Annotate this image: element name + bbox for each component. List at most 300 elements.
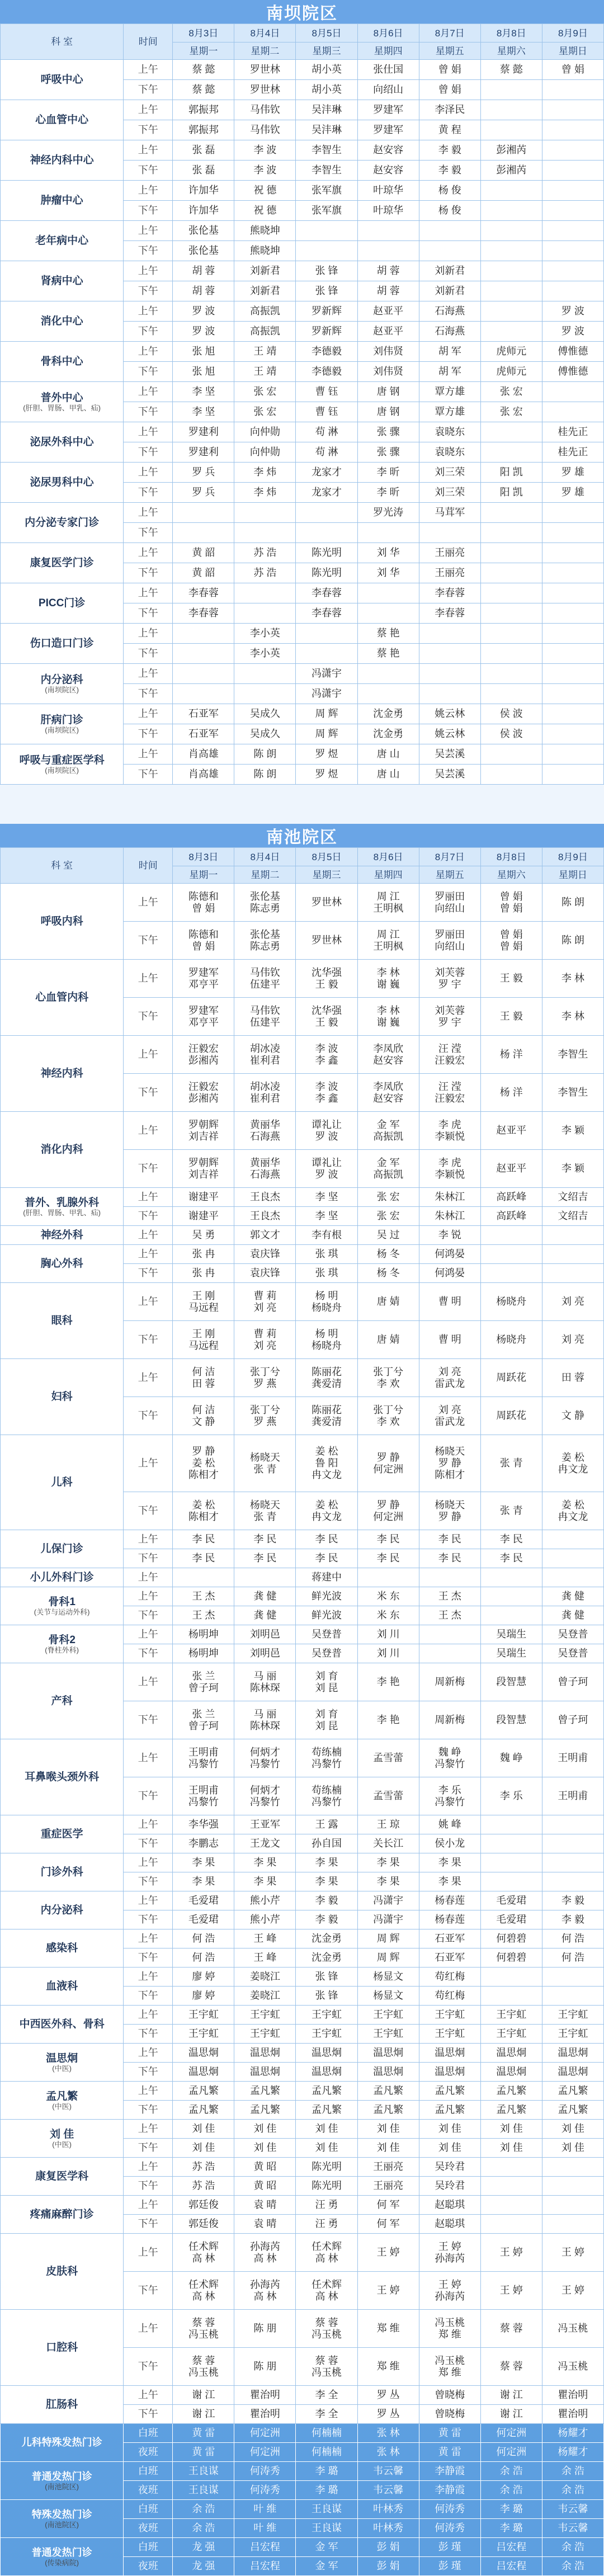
- doctor-cell: 马 丽 陈林琛: [234, 1701, 296, 1739]
- dept-name: 心血管中心: [35, 114, 89, 126]
- doctor-cell: 李 林 谢 巍: [357, 998, 419, 1036]
- dept-cell: [1, 2310, 124, 2386]
- dept-name: 呼吸与重症医学科: [19, 754, 105, 766]
- doctor-cell: 李智生: [542, 1074, 603, 1112]
- doctor-cell: 李 毅: [542, 1891, 603, 1910]
- dept-name: 内分泌科: [40, 673, 83, 686]
- time-cell: 上午: [124, 181, 173, 201]
- doctor-cell: 杨 洋: [480, 1036, 542, 1074]
- date-header: 8月5日: [296, 24, 357, 43]
- doctor-cell: 许加华: [173, 201, 234, 221]
- doctor-cell: 胡 蓉: [173, 261, 234, 281]
- doctor-cell: 王龙文: [234, 1834, 296, 1853]
- time-cell: 上午: [124, 2082, 173, 2101]
- doctor-cell: 张 骤: [357, 422, 419, 442]
- doctor-cell: 李 毅: [419, 140, 480, 161]
- doctor-cell: 高振凯: [234, 322, 296, 342]
- doctor-cell: 张丁兮 罗 燕: [234, 1397, 296, 1435]
- doctor-cell: 谭礼让 罗 波: [296, 1150, 357, 1188]
- doctor-cell: 李 艳: [357, 1663, 419, 1701]
- doctor-cell: 罗新辉: [296, 322, 357, 342]
- doctor-cell: 李 民: [419, 1530, 480, 1549]
- doctor-cell: [357, 684, 419, 704]
- doctor-cell: [480, 1245, 542, 1264]
- doctor-cell: 李 波: [234, 161, 296, 181]
- doctor-cell: [542, 1987, 603, 2006]
- doctor-cell: 刘 佳: [419, 2120, 480, 2139]
- doctor-cell: 刘 佳: [542, 2120, 603, 2139]
- doctor-cell: 张 宏: [480, 382, 542, 402]
- doctor-cell: 陈 朗: [234, 765, 296, 785]
- doctor-cell: 金 军: [296, 2557, 357, 2576]
- doctor-cell: 龙家才: [296, 463, 357, 483]
- time-cell: 白班: [124, 2538, 173, 2557]
- dept-name: 呼吸中心: [40, 74, 83, 86]
- time-cell: 上午: [124, 60, 173, 80]
- dept-cell: [1, 884, 124, 960]
- doctor-cell: 石亚军: [419, 1948, 480, 1968]
- doctor-cell: 曾晓梅: [419, 2405, 480, 2424]
- doctor-cell: 段智慧: [480, 1663, 542, 1701]
- time-cell: 下午: [124, 1777, 173, 1815]
- doctor-cell: 王 杰: [419, 1587, 480, 1606]
- doctor-cell: 温思炯: [419, 2063, 480, 2082]
- dept-cell: [1, 1188, 124, 1226]
- doctor-cell: 李 波 李 鑫: [296, 1036, 357, 1074]
- doctor-cell: 王宇虹: [357, 2006, 419, 2025]
- doctor-cell: [419, 1568, 480, 1587]
- doctor-cell: [234, 664, 296, 684]
- dept-name: 儿保门诊: [40, 1543, 83, 1555]
- doctor-cell: 何楠楠: [296, 2443, 357, 2462]
- doctor-cell: 鲜光波: [296, 1587, 357, 1606]
- doctor-cell: 李 民: [357, 1530, 419, 1549]
- doctor-cell: 罗 煜: [296, 744, 357, 765]
- doctor-cell: 李 毅: [296, 1910, 357, 1929]
- doctor-cell: 刘芙蓉 罗 宇: [419, 960, 480, 998]
- nanchi-section: [0, 824, 604, 2576]
- time-cell: 下午: [124, 2405, 173, 2424]
- time-cell: 上午: [124, 2158, 173, 2177]
- time-cell: 上午: [124, 1359, 173, 1397]
- doctor-cell: 李 虎 李颖悦: [419, 1112, 480, 1150]
- dept-name: 肛肠科: [46, 2399, 78, 2410]
- doctor-cell: [357, 603, 419, 624]
- weekday-header: 星期日: [542, 866, 603, 884]
- doctor-cell: 李春蓉: [419, 603, 480, 624]
- schedule-row: [1, 543, 604, 563]
- dept-cell: [1, 2196, 124, 2234]
- dept-cell: [1, 1226, 124, 1245]
- doctor-cell: 苟练楠 冯黎竹: [296, 1777, 357, 1815]
- doctor-cell: 袁晓东: [419, 422, 480, 442]
- doctor-cell: 温思炯: [542, 2063, 603, 2082]
- doctor-cell: 蔡 蓉 冯玉桃: [173, 2348, 234, 2386]
- time-cell: 下午: [124, 1606, 173, 1625]
- dept-name: 普外、乳腺外科: [25, 1196, 100, 1209]
- doctor-cell: [542, 181, 603, 201]
- doctor-cell: 孙海芮 高 林: [234, 2234, 296, 2272]
- doctor-cell: 祝 德: [234, 181, 296, 201]
- doctor-cell: 罗世林: [234, 80, 296, 100]
- doctor-cell: 黄 雷: [173, 2443, 234, 2462]
- doctor-cell: [173, 523, 234, 543]
- doctor-cell: [542, 1226, 603, 1245]
- doctor-cell: 苏 浩: [173, 2177, 234, 2196]
- doctor-cell: 王明甫: [542, 1739, 603, 1777]
- doctor-cell: 李 果: [234, 1853, 296, 1872]
- doctor-cell: 姜 松 鲁 阳 冉文龙: [296, 1435, 357, 1492]
- doctor-cell: [480, 503, 542, 523]
- doctor-cell: [542, 382, 603, 402]
- doctor-cell: 何 洁 文 静: [173, 1397, 234, 1435]
- schedule-row: [1, 2538, 604, 2557]
- dept-name: 消化中心: [40, 315, 83, 327]
- doctor-cell: 李 全: [296, 2386, 357, 2405]
- time-cell: 上午: [124, 1663, 173, 1701]
- doctor-cell: 何 军: [357, 2215, 419, 2234]
- doctor-cell: [542, 664, 603, 684]
- date-header: 8月5日: [296, 848, 357, 866]
- doctor-cell: 罗 波: [173, 322, 234, 342]
- dept-cell: [1, 1587, 124, 1625]
- dept-name: 中西医外科、骨科: [19, 2018, 105, 2030]
- doctor-cell: 张 磊: [173, 140, 234, 161]
- doctor-cell: 李 颖: [542, 1150, 603, 1188]
- time-cell: 夜班: [124, 2481, 173, 2500]
- doctor-cell: 周新梅: [419, 1701, 480, 1739]
- doctor-cell: 刘 亮: [542, 1321, 603, 1359]
- doctor-cell: 孟凡繁: [173, 2101, 234, 2120]
- doctor-cell: 谭礼让 罗 波: [296, 1112, 357, 1150]
- doctor-cell: 张 骤: [357, 442, 419, 463]
- doctor-cell: 温思炯: [357, 2063, 419, 2082]
- doctor-cell: 马伟钦: [234, 100, 296, 120]
- doctor-cell: [173, 684, 234, 704]
- date-header: 8月4日: [234, 848, 296, 866]
- doctor-cell: 王 琼: [357, 1815, 419, 1834]
- time-cell: 下午: [124, 922, 173, 960]
- doctor-cell: 罗丽田 向绍山: [419, 884, 480, 922]
- doctor-cell: 朱林江: [419, 1188, 480, 1207]
- time-cell: 下午: [124, 1207, 173, 1226]
- doctor-cell: 李 民: [173, 1549, 234, 1568]
- doctor-cell: 姜 松 冉文龙: [542, 1435, 603, 1492]
- time-cell: 下午: [124, 1549, 173, 1568]
- time-cell: 上午: [124, 2310, 173, 2348]
- doctor-cell: [480, 644, 542, 664]
- doctor-cell: 李小英: [234, 644, 296, 664]
- doctor-cell: 彭湘芮: [480, 140, 542, 161]
- doctor-cell: 黄丽华 石海燕: [234, 1112, 296, 1150]
- doctor-cell: [480, 120, 542, 140]
- schedule-row: [1, 2234, 604, 2272]
- doctor-cell: 谢 江: [173, 2386, 234, 2405]
- dept-cell: [1, 2386, 124, 2424]
- time-cell: 下午: [124, 724, 173, 744]
- doctor-cell: 罗 丛: [357, 2405, 419, 2424]
- doctor-cell: [480, 543, 542, 563]
- doctor-cell: [173, 644, 234, 664]
- doctor-cell: 曾 娟: [542, 60, 603, 80]
- doctor-cell: 曹 莉 刘 亮: [234, 1321, 296, 1359]
- doctor-cell: 冯玉桃 郑 维: [419, 2348, 480, 2386]
- doctor-cell: 刘 川: [357, 1625, 419, 1644]
- doctor-cell: 吴瑞生: [480, 1644, 542, 1663]
- doctor-cell: 蔡 懿: [173, 60, 234, 80]
- doctor-cell: 冯玉桃: [542, 2310, 603, 2348]
- schedule-row: [1, 2044, 604, 2063]
- doctor-cell: [542, 543, 603, 563]
- date-header: 8月7日: [419, 848, 480, 866]
- doctor-cell: [480, 1853, 542, 1872]
- dept-header: 科 室: [1, 24, 124, 60]
- doctor-cell: 朱林江: [419, 1207, 480, 1226]
- dept-cell: [1, 1663, 124, 1739]
- doctor-cell: 张 兰 曾子珂: [173, 1701, 234, 1739]
- doctor-cell: 赵安容: [357, 140, 419, 161]
- doctor-cell: 罗 波: [542, 301, 603, 322]
- doctor-cell: 蔡 艳: [357, 644, 419, 664]
- doctor-cell: 张 兰 曾子珂: [173, 1663, 234, 1701]
- dept-name: 口腔科: [46, 2342, 78, 2353]
- weekday-header: 星期一: [173, 866, 234, 884]
- doctor-cell: [480, 1987, 542, 2006]
- doctor-cell: 李 果: [296, 1853, 357, 1872]
- doctor-cell: 罗朝辉 刘吉祥: [173, 1112, 234, 1150]
- time-cell: 上午: [124, 301, 173, 322]
- doctor-cell: 孟凡繁: [480, 2082, 542, 2101]
- doctor-cell: 李 全: [296, 2405, 357, 2424]
- doctor-cell: 孙自国: [296, 1834, 357, 1853]
- doctor-cell: 苏 浩: [234, 543, 296, 563]
- time-cell: 夜班: [124, 2557, 173, 2576]
- doctor-cell: 汪毅宏 彭湘芮: [173, 1036, 234, 1074]
- time-cell: 下午: [124, 684, 173, 704]
- doctor-cell: 蔡 艳: [357, 624, 419, 644]
- doctor-cell: 李德毅: [296, 342, 357, 362]
- schedule-row: [1, 181, 604, 201]
- doctor-cell: 李 果: [357, 1853, 419, 1872]
- doctor-cell: 冯潇宇: [357, 1891, 419, 1910]
- doctor-cell: 肖高雄: [173, 744, 234, 765]
- doctor-cell: 刘 佳: [234, 2139, 296, 2158]
- weekday-header: 星期五: [419, 43, 480, 60]
- dept-cell: [1, 342, 124, 382]
- doctor-cell: [296, 523, 357, 543]
- doctor-cell: 王宇虹: [480, 2006, 542, 2025]
- time-cell: 下午: [124, 442, 173, 463]
- time-cell: 下午: [124, 1948, 173, 1968]
- doctor-cell: 李 民: [296, 1530, 357, 1549]
- doctor-cell: 马伟钦 伍建平: [234, 998, 296, 1036]
- doctor-cell: 汪 勇: [296, 2196, 357, 2215]
- doctor-cell: 米 东: [357, 1606, 419, 1625]
- doctor-cell: 刘新君: [419, 281, 480, 301]
- doctor-cell: 李 坚: [296, 1188, 357, 1207]
- doctor-cell: 刘芙蓉 罗 宇: [419, 998, 480, 1036]
- doctor-cell: 彭 瑾: [419, 2557, 480, 2576]
- weekday-header: 星期二: [234, 866, 296, 884]
- schedule-row: [1, 2386, 604, 2405]
- doctor-cell: 龚 健: [234, 1606, 296, 1625]
- dept-cell: [1, 2044, 124, 2082]
- schedule-row: [1, 2120, 604, 2139]
- doctor-cell: 瞿治明: [234, 2386, 296, 2405]
- doctor-cell: 李 果: [234, 1872, 296, 1891]
- dept-cell: [1, 1739, 124, 1815]
- doctor-cell: [480, 1264, 542, 1283]
- doctor-cell: [480, 664, 542, 684]
- doctor-cell: 张 宏: [357, 1207, 419, 1226]
- time-cell: 下午: [124, 1834, 173, 1853]
- doctor-cell: 孟凡繁: [234, 2101, 296, 2120]
- doctor-cell: 李 果: [419, 1872, 480, 1891]
- dept-name: 普通发热门诊: [31, 2470, 92, 2482]
- time-cell: 下午: [124, 2177, 173, 2196]
- doctor-cell: 余 浩: [173, 2519, 234, 2538]
- doctor-cell: 何碧碧: [480, 1948, 542, 1968]
- doctor-cell: 曹 明: [419, 1283, 480, 1321]
- time-cell: 上午: [124, 884, 173, 922]
- doctor-cell: [542, 744, 603, 765]
- doctor-cell: 刘 亮 雷武龙: [419, 1397, 480, 1435]
- doctor-cell: [234, 684, 296, 704]
- dept-name: 孟凡繁: [46, 2090, 78, 2102]
- doctor-cell: 李 毅: [542, 1910, 603, 1929]
- doctor-cell: 刘 亮: [542, 1283, 603, 1321]
- dept-name: 骨科中心: [40, 356, 83, 367]
- dept-sub: (中医): [52, 2064, 72, 2073]
- doctor-cell: [542, 704, 603, 724]
- doctor-cell: 毛爱珺: [480, 1910, 542, 1929]
- time-cell: 白班: [124, 2500, 173, 2519]
- dept-name: 血液科: [46, 1980, 78, 1992]
- doctor-cell: 蒋建中: [296, 1568, 357, 1587]
- schedule-row: [1, 744, 604, 765]
- doctor-cell: 张伦基 陈志勇: [234, 922, 296, 960]
- doctor-cell: 陈光明: [296, 2158, 357, 2177]
- doctor-cell: 张 林: [357, 2424, 419, 2443]
- doctor-cell: 李 民: [480, 1530, 542, 1549]
- dept-name: 神经外科: [40, 1229, 83, 1241]
- doctor-cell: 陈 朗: [542, 884, 603, 922]
- doctor-cell: 罗建利: [173, 422, 234, 442]
- doctor-cell: [357, 241, 419, 261]
- dept-cell: [1, 221, 124, 261]
- doctor-cell: [296, 241, 357, 261]
- doctor-cell: 冯潇宇: [357, 1910, 419, 1929]
- doctor-cell: 张 旭: [173, 362, 234, 382]
- doctor-cell: 李凤欣 赵安容: [357, 1036, 419, 1074]
- doctor-cell: [542, 402, 603, 422]
- weekday-header: 星期六: [480, 866, 542, 884]
- doctor-cell: 李 果: [173, 1872, 234, 1891]
- doctor-cell: 杨 明 杨晓舟: [296, 1283, 357, 1321]
- doctor-cell: 高跃峰: [480, 1207, 542, 1226]
- doctor-cell: 侯小龙: [419, 1834, 480, 1853]
- doctor-cell: 何 洁 田 蓉: [173, 1359, 234, 1397]
- doctor-cell: 吴芸溪: [419, 765, 480, 785]
- doctor-cell: 王 靖: [234, 342, 296, 362]
- doctor-cell: 王明甫 冯黎竹: [173, 1739, 234, 1777]
- dept-sub: (南池院区): [45, 2520, 79, 2529]
- time-cell: 上午: [124, 664, 173, 684]
- section-gap: [0, 785, 604, 824]
- doctor-cell: 汪 滢 汪毅宏: [419, 1036, 480, 1074]
- time-cell: 上午: [124, 1891, 173, 1910]
- doctor-cell: 王 杰: [419, 1606, 480, 1625]
- schedule-row: [1, 1625, 604, 1644]
- doctor-cell: [542, 100, 603, 120]
- dept-cell: [1, 2462, 124, 2500]
- doctor-cell: 张 林: [357, 2443, 419, 2462]
- doctor-cell: [542, 2158, 603, 2177]
- doctor-cell: 张丁兮 罗 燕: [234, 1359, 296, 1397]
- time-cell: 下午: [124, 1074, 173, 1112]
- doctor-cell: 杨 冬: [357, 1245, 419, 1264]
- doctor-cell: 金 军 高振凯: [357, 1150, 419, 1188]
- doctor-cell: 吴成久: [234, 724, 296, 744]
- doctor-cell: 温思炯: [542, 2044, 603, 2063]
- doctor-cell: 何鸿晏: [419, 1264, 480, 1283]
- dept-name: 儿科: [51, 1476, 73, 1488]
- dept-sub: (南坝院区): [45, 725, 79, 734]
- date-header: 8月7日: [419, 24, 480, 43]
- doctor-cell: 唐 钢: [357, 402, 419, 422]
- weekday-header: 星期六: [480, 43, 542, 60]
- doctor-cell: 阳 凯: [480, 483, 542, 503]
- doctor-cell: 罗世林: [296, 884, 357, 922]
- doctor-cell: 叶琼华: [357, 181, 419, 201]
- doctor-cell: 刘 川: [357, 1644, 419, 1663]
- doctor-cell: 任术辉 高 林: [296, 2234, 357, 2272]
- dept-sub: (肝胆、胃肠、甲乳、疝): [23, 403, 101, 412]
- dept-sub: (传染病院): [45, 2558, 79, 2567]
- doctor-cell: 冯玉桃 郑 维: [419, 2310, 480, 2348]
- time-cell: 上午: [124, 503, 173, 523]
- dept-sub: (中医): [52, 2102, 72, 2111]
- doctor-cell: 桂先正: [542, 442, 603, 463]
- doctor-cell: 石海燕: [419, 301, 480, 322]
- doctor-cell: [542, 281, 603, 301]
- doctor-cell: 叶琼华: [357, 201, 419, 221]
- schedule-row: [1, 60, 604, 80]
- schedule-row: [1, 704, 604, 724]
- schedule-row: [1, 1568, 604, 1587]
- dept-name: 胸心外科: [40, 1258, 83, 1270]
- dept-name: 泌尿外科中心: [30, 436, 94, 448]
- doctor-cell: 李 毅: [419, 161, 480, 181]
- doctor-cell: 赵亚平: [480, 1112, 542, 1150]
- doctor-cell: 赵聪琪: [419, 2215, 480, 2234]
- date-header: 8月6日: [357, 848, 419, 866]
- doctor-cell: 胡 军: [419, 342, 480, 362]
- doctor-cell: 李春蓉: [419, 583, 480, 603]
- doctor-cell: 陈光明: [296, 563, 357, 583]
- doctor-cell: 苟红梅: [419, 1987, 480, 2006]
- doctor-cell: 罗丽田 向绍山: [419, 922, 480, 960]
- doctor-cell: [542, 241, 603, 261]
- doctor-cell: 肖高雄: [173, 765, 234, 785]
- doctor-cell: 刘 佳: [296, 2120, 357, 2139]
- doctor-cell: 谢建平: [173, 1188, 234, 1207]
- doctor-cell: 熊晓坤: [234, 241, 296, 261]
- doctor-cell: [480, 301, 542, 322]
- doctor-cell: 蔡 蓉: [480, 2348, 542, 2386]
- doctor-cell: 刘 佳: [419, 2139, 480, 2158]
- time-cell: 上午: [124, 1036, 173, 1074]
